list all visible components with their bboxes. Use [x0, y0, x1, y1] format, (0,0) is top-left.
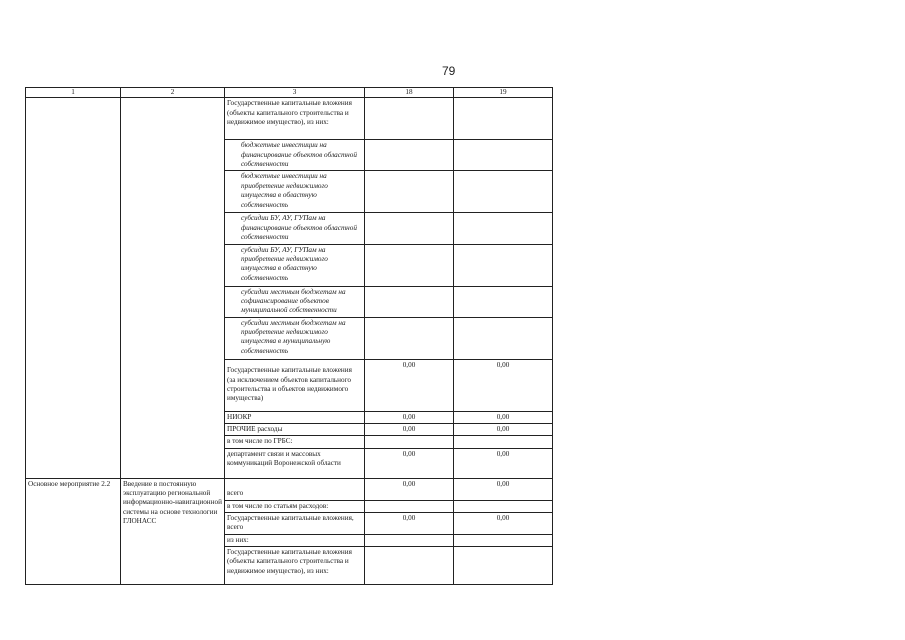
row-value-19 [454, 213, 553, 244]
row-label: из них: [225, 534, 365, 546]
row-value-18: 0,00 [365, 359, 454, 411]
row-label: Государственные капитальные вложения (объекты капитального строительства и недвижимое имущество), из них: [225, 547, 365, 585]
row-value-19: 0,00 [454, 448, 553, 478]
row-value-19: 0,00 [454, 478, 553, 500]
row-value-19: 0,00 [454, 423, 553, 435]
row-label: Государственные капитальные вложения (за исключением объектов капитального строительства и объектов недвижимого имущества) [225, 359, 365, 411]
row-value-18: 0,00 [365, 423, 454, 435]
header-col-2: 2 [121, 88, 225, 98]
header-col-3: 3 [225, 88, 365, 98]
row-label: субсидии БУ, АУ, ГУПам на приобретение недвижимого имущества в областную собственность [225, 244, 365, 286]
row-value-19: 0,00 [454, 411, 553, 423]
row-value-18 [365, 98, 454, 140]
row-value-18 [365, 436, 454, 448]
row-value-18: 0,00 [365, 448, 454, 478]
row-label: департамент связи и массовых коммуникаций Воронежской области [225, 448, 365, 478]
row-label: бюджетные инвестиции на приобретение недвижимого имущества в областную собственность [225, 171, 365, 213]
header-col-19: 19 [454, 88, 553, 98]
row-value-19: 0,00 [454, 513, 553, 535]
row-value-19 [454, 244, 553, 286]
row-value-18: 0,00 [365, 411, 454, 423]
row-value-18 [365, 213, 454, 244]
budget-table [25, 87, 553, 585]
row-value-19 [454, 286, 553, 317]
row-value-19 [454, 98, 553, 140]
row-value-18 [365, 317, 454, 359]
page-number: 79 [442, 64, 456, 78]
row-label: Государственные капитальные вложения (объекты капитального строительства и недвижимое имущество), из них: [225, 98, 365, 140]
row-label: всего [225, 478, 365, 500]
row-value-18 [365, 171, 454, 213]
table-row [26, 478, 553, 500]
row-label: бюджетные инвестиции на финансирование объектов областной собственности [225, 140, 365, 171]
row-value-18 [365, 244, 454, 286]
empty-col-2 [121, 98, 225, 478]
row-label: в том числе по статьям расходов: [225, 500, 365, 512]
header-col-1: 1 [26, 88, 121, 98]
row-value-19 [454, 534, 553, 546]
row-value-18 [365, 500, 454, 512]
row-value-18 [365, 140, 454, 171]
row-value-18: 0,00 [365, 513, 454, 535]
row-label: субсидии местным бюджетам на приобретение недвижимого имущества в муниципальную собственность [225, 317, 365, 359]
table-header-row [26, 88, 553, 98]
row-value-18 [365, 286, 454, 317]
row-value-19 [454, 317, 553, 359]
row-label: НИОКР [225, 411, 365, 423]
header-col-18: 18 [365, 88, 454, 98]
row-value-19 [454, 140, 553, 171]
empty-col-1 [26, 98, 121, 478]
row-label: субсидии БУ, АУ, ГУПам на финансирование объектов областной собственности [225, 213, 365, 244]
row-value-19: 0,00 [454, 359, 553, 411]
row-label: в том числе по ГРБС: [225, 436, 365, 448]
row-label: субсидии местным бюджетам на софинансирование объектов муниципальной собственности [225, 286, 365, 317]
row-value-19 [454, 547, 553, 585]
measure-title: Введение в постоянную эксплуатацию региональной информационно-навигационной системы на основе технологии ГЛОНАСС [121, 478, 225, 584]
row-value-18 [365, 534, 454, 546]
table-row [26, 98, 553, 140]
row-label: ПРОЧИЕ расходы [225, 423, 365, 435]
measure-code: Основное мероприятие 2.2 [26, 478, 121, 584]
row-label: Государственные капитальные вложения, всего [225, 513, 365, 535]
row-value-18: 0,00 [365, 478, 454, 500]
row-value-19 [454, 171, 553, 213]
row-value-18 [365, 547, 454, 585]
row-value-19 [454, 500, 553, 512]
row-value-19 [454, 436, 553, 448]
